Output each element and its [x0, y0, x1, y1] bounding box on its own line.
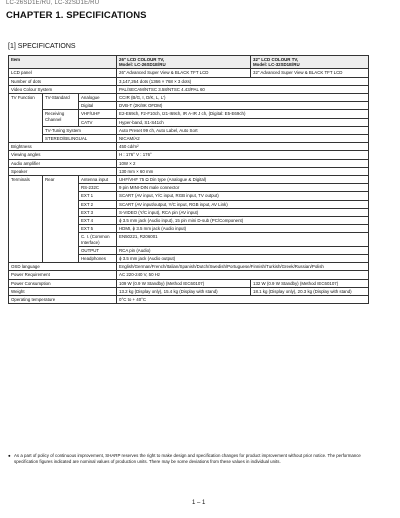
terminal-value: 9 pin MINI-DIN male connector — [117, 184, 369, 192]
row-value: 3,147,264 dots (1366 × 768 × 3 dots) — [117, 77, 369, 85]
table-row — [9, 176, 369, 184]
row-label: Operating temperature — [9, 296, 117, 304]
terminal-value: RCA pin (Audio) — [117, 246, 369, 254]
row-value-26: 109 W (0.9 W Standby) (Method IEC60107) — [117, 279, 251, 287]
analogue-value: CCIR (B/G, I, D/K, L, L') — [117, 94, 369, 102]
row-value: English/German/French/Italian/Spanish/Dutch/Swedish/Portuguese/Finnish/Turkish/Greek/Russian/Polish — [117, 263, 369, 271]
table-row — [9, 167, 369, 175]
table-row — [9, 143, 369, 151]
chapter-title: CHAPTER 1. SPECIFICATIONS — [6, 10, 147, 21]
row-label: LCD panel — [9, 69, 117, 77]
terminal-name: RS-232C — [79, 184, 117, 192]
table-row — [9, 77, 369, 85]
table-header-row — [9, 56, 369, 69]
section-title: [1] SPECIFICATIONS — [8, 43, 76, 50]
row-value: PAL/SECAM/NTSC 3.58/NTSC 4.43/PAL 60 — [117, 85, 369, 93]
terminal-name: Antenna input — [79, 176, 117, 184]
tuning-value: Auto Preset 99 ch, Auto Label, Auto Sort — [117, 126, 369, 134]
tv-standard-label: TV-Standard — [43, 94, 79, 110]
table-row — [9, 151, 369, 159]
vhf-uhf-label: VHF/UHF — [79, 110, 117, 118]
row-label: Power Consumption — [9, 279, 117, 287]
header-32-line1: 32" LCD COLOUR TV, — [253, 57, 299, 62]
terminal-value: S-VIDEO (Y/C input), RCA pin (AV input) — [117, 208, 369, 216]
catv-value: Hyper-band, S1-S41ch — [117, 118, 369, 126]
row-value: 130 mm × 60 mm — [117, 167, 369, 175]
tuning-label: TV-Tuning System — [43, 126, 117, 134]
table-row — [9, 126, 369, 134]
header-26-line1: 26" LCD COLOUR TV, — [119, 57, 165, 62]
terminal-name: Headphones — [79, 255, 117, 263]
header-item: Item — [9, 56, 117, 69]
rear-label: Rear — [43, 176, 79, 263]
table-row — [9, 296, 369, 304]
catv-label: CATV — [79, 118, 117, 126]
table-row — [9, 271, 369, 279]
terminal-name: EXT 4 — [79, 217, 117, 225]
specifications-table — [8, 55, 369, 304]
table-row — [9, 279, 369, 287]
row-value-26: 26" Advanced Super View & BLACK TFT LCD — [117, 69, 251, 77]
analogue-label: Analogue — [79, 94, 117, 102]
row-label: Video Colour System — [9, 85, 117, 93]
stereo-value: NICAM/A2 — [117, 135, 369, 143]
row-label: Power Requirement — [9, 271, 117, 279]
specification-note — [8, 453, 370, 464]
terminal-name: OUTPUT — [79, 246, 117, 254]
row-label: Brightness — [9, 143, 117, 151]
row-value-26: 13.2 kg (Display only), 15.4 kg (Display with stand) — [117, 287, 251, 295]
row-value: AC 220-240 V, 50 Hz — [117, 271, 369, 279]
terminal-value: ϕ 3.5 mm jack (Audio output) — [117, 255, 369, 263]
row-label: Speaker — [9, 167, 117, 175]
header-32-line2: Model: LC-32SD1E/RU — [253, 62, 300, 68]
terminal-name: C. I. (Common Interface) — [79, 233, 117, 246]
vhf-uhf-value: E2-E69ch, F2-F10ch, I21-I69ch, IR A-IR J ch, (Digital: E5-E69ch) — [117, 110, 369, 118]
terminal-value: ϕ 3.5 mm jack (Audio input), 15 pin mini D-sub (PC/Component) — [117, 217, 369, 225]
page-number: 1 – 1 — [192, 500, 206, 506]
table-row — [9, 287, 369, 295]
terminal-name: EXT 3 — [79, 208, 117, 216]
running-header: LC-26SD1E/RU, LC-32SD1E/RU — [6, 0, 100, 6]
digital-value: DVB-T (2K/8K OFDM) — [117, 102, 369, 110]
stereo-label: STEREO/BILINGUAL — [43, 135, 117, 143]
terminal-value: SCART (AV input/output, Y/C input, RGB input, AV Link) — [117, 200, 369, 208]
receiving-channel-label: Receiving Channel — [43, 110, 79, 126]
row-value-32: 18.1 kg (Display only), 20.3 kg (Display with stand) — [251, 287, 369, 295]
terminal-value: HDMI, ϕ 3.5 mm jack (Audio input) — [117, 225, 369, 233]
terminal-name: EXT 1 — [79, 192, 117, 200]
header-32-model — [251, 56, 369, 69]
note-text: As a part of policy of continuous improvement, SHARP reserves the right to make design and specification changes for product improvement without prior notice. The performance specification figures indicated are nominal values of production units. There may be some deviations from these values in individual units. — [14, 453, 361, 464]
row-value: H : 176° V : 176° — [117, 151, 369, 159]
row-value: 450 cd/m² — [117, 143, 369, 151]
terminal-name: EXT 5 — [79, 225, 117, 233]
table-row — [9, 85, 369, 93]
row-label: OSD language — [9, 263, 117, 271]
header-26-model — [117, 56, 251, 69]
terminal-value: EN50221, R206001 — [117, 233, 369, 246]
terminals-label: Terminals — [9, 176, 43, 263]
table-row — [9, 110, 369, 118]
row-value-32: 132 W (0.9 W Standby) (Method IEC60107) — [251, 279, 369, 287]
row-label: Audio amplifier — [9, 159, 117, 167]
digital-label: Digital — [79, 102, 117, 110]
table-row — [9, 94, 369, 102]
terminal-value: SCART (AV input, Y/C input, RGB input, TV output) — [117, 192, 369, 200]
table-row — [9, 135, 369, 143]
table-row — [9, 69, 369, 77]
row-value: 10W × 2 — [117, 159, 369, 167]
row-label: Number of dots — [9, 77, 117, 85]
row-value-32: 32" Advanced Super View & BLACK TFT LCD — [251, 69, 369, 77]
bullet-icon: ● — [8, 453, 11, 458]
table-row — [9, 159, 369, 167]
terminal-value: UHF/VHF 75 Ω Din type (Analogue & Digital) — [117, 176, 369, 184]
header-26-line2: Model: LC-26SD1E/RU — [119, 62, 166, 68]
table-row — [9, 263, 369, 271]
row-label: Weight — [9, 287, 117, 295]
terminal-name: EXT 2 — [79, 200, 117, 208]
row-label: Viewing angles — [9, 151, 117, 159]
tv-function-label: TV Function — [9, 94, 43, 143]
row-value: 0°C to + 40°C — [117, 296, 369, 304]
